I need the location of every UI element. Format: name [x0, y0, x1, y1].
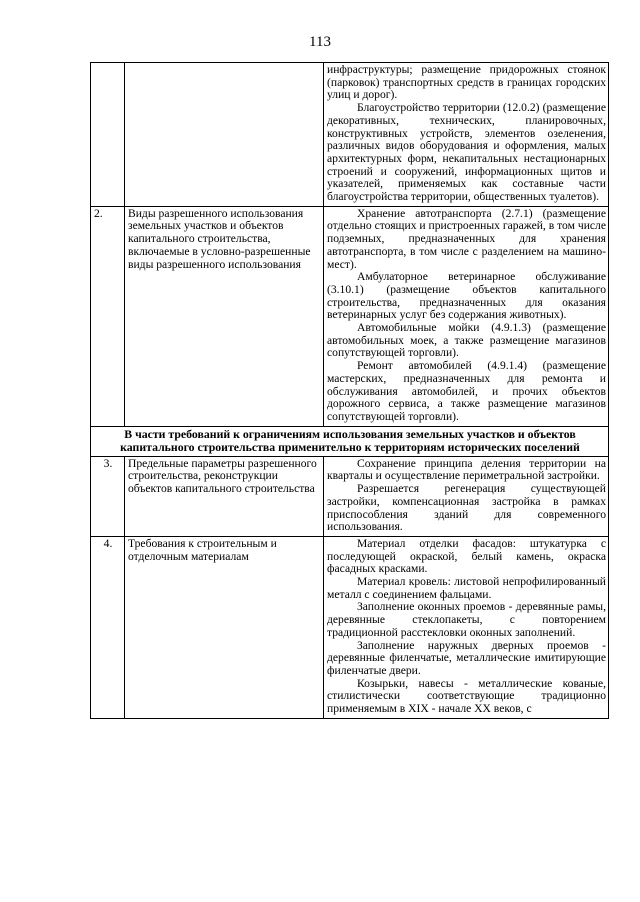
paragraph: Амбулаторное ветеринарное обслуживание (3.10.1) (размещение объектов капитального строительства, предназначенных для оказания ветеринарных услуг без содержания животных).	[327, 270, 606, 322]
page-number: 113	[309, 34, 331, 50]
row-label: Предельные параметры разрешенного строительства, реконструкции объектов капитального строительства	[125, 456, 324, 536]
paragraph: Заполнение оконных проемов - деревянные рамы, деревянные стеклопакеты, с повторением традиционной расстекловки оконных заполнений.	[327, 600, 606, 639]
row-content	[324, 456, 609, 536]
paragraph: Козырьки, навесы - металлические кованые, стилистически соответствующие традиционно применяемым в XIX - начале XX веков, с	[327, 676, 606, 716]
row-content	[324, 536, 609, 718]
paragraph: Материал кровель: листовой непрофилированный металл с соединением фальцами.	[327, 575, 606, 601]
paragraph: Сохранение принципа деления территории на кварталы и осуществление периметральной застройки.	[327, 456, 606, 483]
paragraph: Автомобильные мойки (4.9.1.3) (размещение автомобильных моек, а также размещение магазинов сопутствующей торговли).	[327, 321, 606, 360]
paragraph: Хранение автотранспорта (2.7.1) (размещение отдельно стоящих и пристроенных гаражей, в том числе подземных, предназначенных для хранения автотранспорта, в том числе с разделением на машино-мест).	[327, 206, 606, 271]
row-label	[125, 63, 324, 207]
table-row	[91, 63, 609, 207]
table-row	[91, 456, 609, 536]
row-number	[91, 63, 125, 207]
row-content	[324, 206, 609, 426]
row-number: 2.	[91, 206, 125, 426]
paragraph: Материал отделки фасадов: штукатурка с последующей окраской, белый камень, окраска фасадных красками.	[327, 536, 606, 576]
regulations-table	[90, 62, 609, 719]
row-content	[324, 63, 609, 207]
paragraph: Заполнение наружных дверных проемов - деревянные филенчатые, металлические имитирующие филенчатые двери.	[327, 638, 606, 677]
paragraph: инфраструктуры; размещение придорожных стоянок (парковок) транспортных средств в границах городских улиц и дорог).	[327, 63, 606, 102]
row-label: Виды разрешенного использования земельных участков и объектов капитального строительства, включаемые в условно-разрешенные виды разрешенного использования	[125, 206, 324, 426]
paragraph: Разрешается регенерация существующей застройки, компенсационная застройка в рамках приспособления зданий для современного использования.	[327, 482, 606, 534]
paragraph: Ремонт автомобилей (4.9.1.4) (размещение мастерских, предназначенных для ремонта и обслуживания автомобилей, и прочих объектов дорожного сервиса, а также размещение магазинов сопутствующей торговли).	[327, 359, 606, 423]
row-label: Требования к строительным и отделочным материалам	[125, 536, 324, 718]
table-row	[91, 536, 609, 718]
row-number: 4.	[91, 536, 125, 718]
section-header: В части требований к ограничениям использования земельных участков и объектов капитального строительства применительно к территориям исторических поселений	[91, 426, 609, 456]
row-number: 3.	[91, 456, 125, 536]
paragraph: Благоустройство территории (12.0.2) (размещение декоративных, технических, планировочных, конструктивных устройств, элементов озеленения, различных видов оборудования и оформления, малых архитектурных форм, некапитальных нестационарных строений и сооружений, информационных щитов и указателей, применяемых как составные части благоустройства территории, общественных туалетов).	[327, 101, 606, 204]
section-row	[91, 426, 609, 456]
table-row	[91, 206, 609, 426]
